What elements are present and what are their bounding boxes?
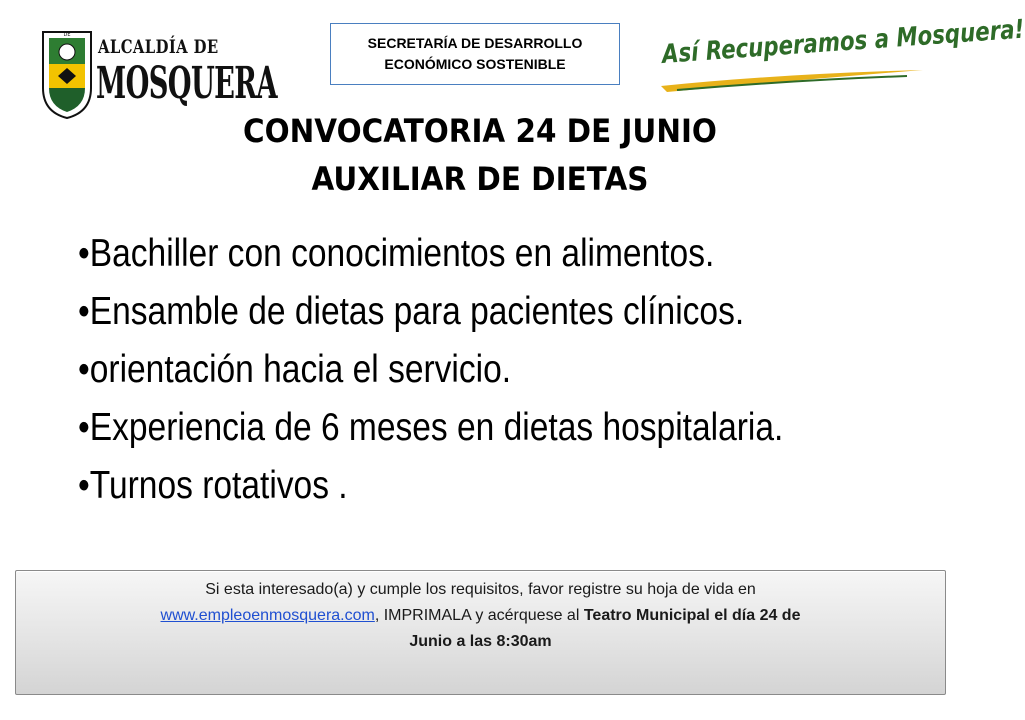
bullet-icon: • — [78, 348, 90, 391]
alcaldia-label: ALCALDÍA DE — [98, 36, 219, 58]
coat-of-arms-icon — [40, 28, 94, 120]
instructions-box — [15, 570, 946, 695]
instructions-line1: Si esta interesado(a) y cumple los requisitos, favor registre su hoja de vida en — [205, 581, 756, 598]
slogan-logo — [655, 14, 1025, 92]
swoosh-icon — [657, 68, 927, 94]
alcaldia-logo — [40, 22, 277, 122]
list-item — [78, 341, 783, 399]
website-link[interactable]: www.empleoenmosquera.com — [160, 607, 375, 624]
requirements-list — [78, 225, 898, 515]
instructions-line2 — [16, 603, 945, 629]
slogan-text: Así Recuperamos a Mosquera! — [661, 14, 1025, 70]
list-item-text: Bachiller con conocimientos en alimentos. — [89, 232, 715, 275]
secretaria-box — [330, 23, 620, 85]
event-location: Teatro Municipal el día 24 de — [583, 607, 801, 624]
bullet-icon: • — [78, 406, 90, 449]
instructions-line3 — [16, 629, 945, 655]
page-subtitle: AUXILIAR DE DIETAS — [311, 160, 649, 198]
list-item — [78, 225, 783, 283]
secretaria-line1: SECRETARÍA DE DESARROLLO — [367, 35, 583, 51]
list-item — [78, 399, 783, 457]
event-time: Junio a las 8:30am — [409, 633, 552, 650]
list-item-text: orientación hacia el servicio. — [89, 348, 512, 391]
svg-text:DE: DE — [63, 32, 71, 38]
bullet-icon: • — [78, 464, 90, 507]
bullet-icon: • — [78, 232, 90, 275]
secretaria-line2: ECONÓMICO SOSTENIBLE — [384, 56, 566, 72]
list-item-text: Ensamble de dietas para pacientes clínicos. — [89, 290, 745, 333]
list-item-text: Experiencia de 6 meses en dietas hospitalaria. — [89, 406, 784, 449]
list-item — [78, 457, 783, 515]
list-item-text: Turnos rotativos . — [89, 464, 348, 507]
page-title: CONVOCATORIA 24 DE JUNIO — [243, 112, 717, 150]
bullet-icon: • — [78, 290, 90, 333]
mosquera-label: MOSQUERA — [96, 58, 277, 109]
instructions-text: , IMPRIMALA y acérquese al — [374, 607, 584, 624]
list-item — [78, 283, 783, 341]
